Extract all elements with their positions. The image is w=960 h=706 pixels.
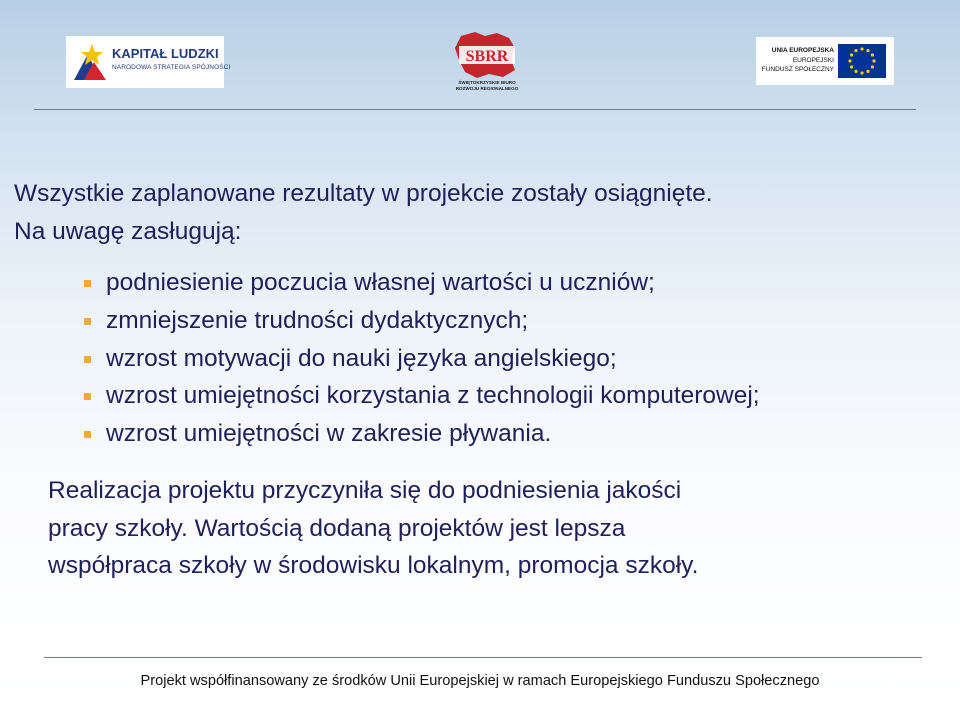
list-item <box>84 302 760 340</box>
bullet-square-icon <box>84 280 91 287</box>
intro-line-2: Na uwagę zasługują: <box>14 218 242 245</box>
eu-line2: EUROPEJSKI <box>792 57 834 64</box>
sbrr-line2: ROZWOJU REGIONALNEGO <box>455 86 519 91</box>
list-item-text: wzrost motywacji do nauki języka angielskiego; <box>106 344 617 372</box>
kapital-ludzki-star-icon <box>70 40 110 84</box>
summary-line: Realizacja projektu przyczyniła się do podniesienia jakości <box>48 477 682 504</box>
eu-line3: FUNDUSZ SPOŁECZNY <box>761 66 834 73</box>
sbrr-map-icon <box>451 30 523 80</box>
bullet-square-icon <box>84 393 91 400</box>
footer-text: Projekt współfinansowany ze środków Unii Europejskiej w ramach Europejskiego Funduszu Społecznego <box>140 673 820 689</box>
list-item <box>84 264 760 302</box>
eu-line1: UNIA EUROPEJSKA <box>771 47 834 54</box>
header-divider <box>34 109 916 110</box>
bullet-square-icon <box>84 356 91 363</box>
list-item-text: podniesienie poczucia własnej wartości u uczniów; <box>106 269 655 296</box>
sbrr-mark: SBRR <box>465 48 509 65</box>
kapital-ludzki-title: KAPITAŁ LUDZKI <box>112 46 219 61</box>
list-item-text: wzrost umiejętności w zakresie pływania. <box>106 420 552 448</box>
summary-line: pracy szkoły. Wartością dodaną projektów jest lepsza <box>48 514 626 542</box>
summary-paragraph <box>48 472 698 585</box>
summary-line: współpraca szkoły w środowisku lokalnym, promocja szkoły. <box>48 552 699 579</box>
bullet-square-icon <box>84 431 91 438</box>
intro-line-1: Wszystkie zaplanowane rezultaty w projekcie zostały osiągnięte. <box>14 180 713 207</box>
eu-logo <box>756 37 894 85</box>
kapital-ludzki-logo <box>66 36 231 88</box>
sbrr-logo <box>451 30 523 92</box>
kapital-ludzki-subtitle: NARODOWA STRATEGIA SPÓJNOŚCI <box>112 64 231 71</box>
list-item-text: wzrost umiejętności korzystania z technologii komputerowej; <box>106 382 760 410</box>
results-list <box>84 264 760 453</box>
bullet-square-icon <box>84 318 91 325</box>
footer-divider <box>44 657 922 658</box>
list-item <box>84 377 760 415</box>
sbrr-line1: ŚWIĘTOKRZYSKIE BIURO <box>458 80 516 85</box>
list-item-text: zmniejszenie trudności dydaktycznych; <box>106 306 529 334</box>
list-item <box>84 340 760 378</box>
eu-flag-icon <box>838 44 886 78</box>
list-item <box>84 415 760 453</box>
